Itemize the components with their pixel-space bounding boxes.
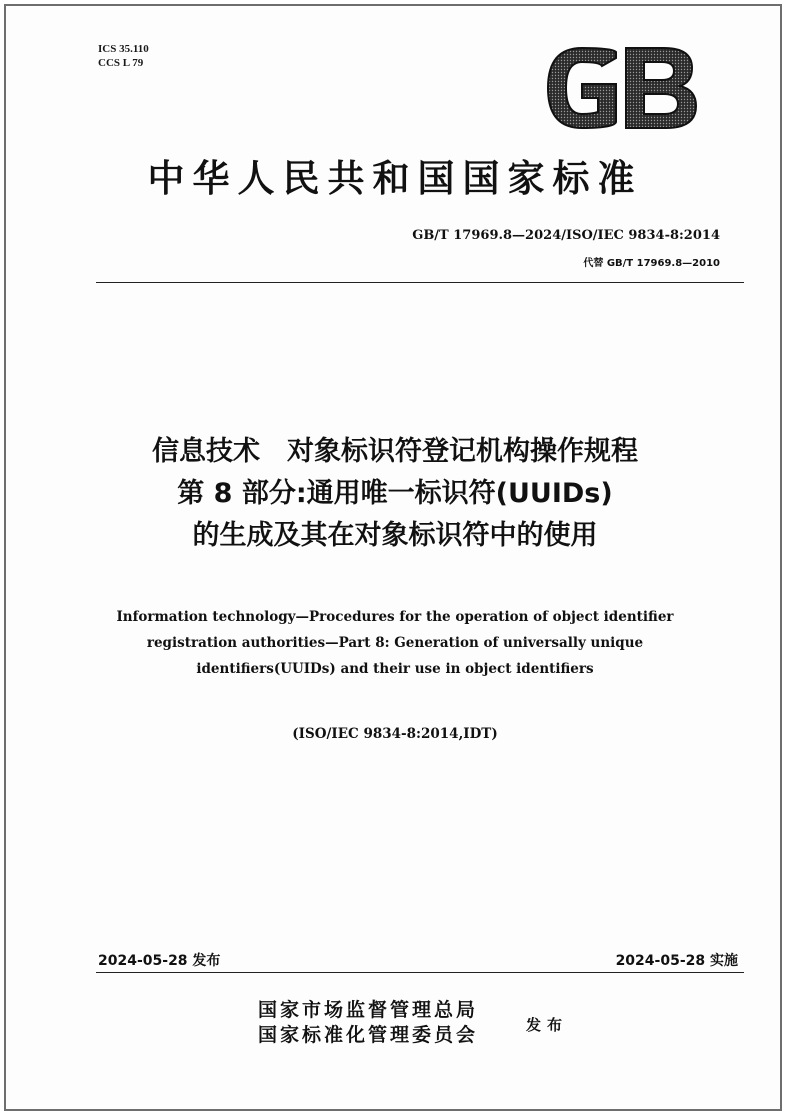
publish-label: 发布 [526, 1016, 569, 1034]
chinese-title-line-2: 第 8 部分:通用唯一标识符(UUIDs) [177, 478, 613, 509]
classification-codes [98, 42, 149, 70]
issuer-samr: 国家市场监督管理总局 [258, 999, 479, 1021]
ccs-code: CCS L 79 [98, 57, 144, 69]
document-page [4, 4, 782, 1111]
implementation-date: 2024-05-28 实施 [615, 953, 738, 969]
english-title [6, 604, 784, 682]
ics-code: ICS 35.110 [98, 43, 149, 55]
issuing-authorities [258, 998, 478, 1048]
top-divider [96, 282, 744, 283]
national-standard-title: 中华人民共和国国家标准 [147, 156, 643, 200]
chinese-title-line-1: 信息技术 对象标识符登记机构操作规程 [152, 436, 638, 467]
logo-text: GB [621, 94, 623, 95]
identical-adoption: (ISO/IEC 9834-8:2014,IDT) [292, 726, 498, 742]
english-title-line-3: identifiers(UUIDs) and their use in object identifiers [196, 661, 594, 677]
replaces-standard: 代替 GB/T 17969.8—2010 [583, 258, 720, 269]
bottom-divider [96, 972, 744, 973]
issuer-sac: 国家标准化管理委员会 [258, 1024, 479, 1046]
chinese-title-line-3: 的生成及其在对象标识符中的使用 [192, 520, 598, 551]
chinese-title [6, 431, 784, 557]
english-title-line-2: registration authorities—Part 8: Generation of universally unique [146, 635, 644, 651]
issue-date: 2024-05-28 发布 [98, 953, 221, 969]
standard-number: GB/T 17969.8—2024/ISO/IEC 9834-8:2014 [412, 228, 720, 243]
gb-logo [542, 44, 700, 132]
english-title-line-1: Information technology—Procedures for the operation of object identifier [116, 609, 674, 625]
